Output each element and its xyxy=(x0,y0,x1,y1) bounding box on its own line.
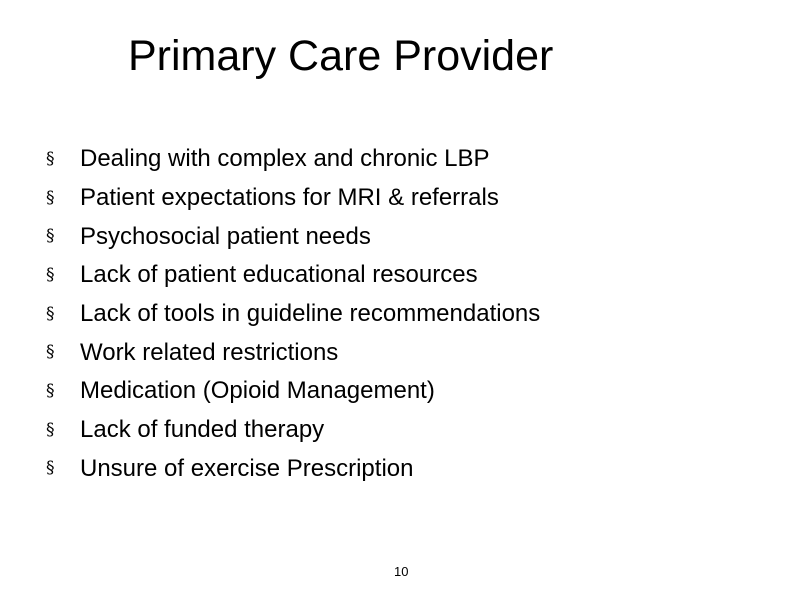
bullet-list xyxy=(46,140,540,488)
bullet-item xyxy=(46,179,540,218)
bullet-item xyxy=(46,295,540,334)
bullet-item xyxy=(46,450,540,489)
bullet-marker-icon: § xyxy=(46,342,55,363)
bullet-text: Lack of funded therapy xyxy=(80,416,325,444)
bullet-item xyxy=(46,372,540,411)
bullet-item xyxy=(46,411,540,450)
bullet-marker-icon: § xyxy=(46,187,55,208)
bullet-item xyxy=(46,256,540,295)
page-number: 10 xyxy=(394,564,409,579)
bullet-marker-icon: § xyxy=(46,264,55,285)
bullet-marker-icon: § xyxy=(46,303,55,324)
bullet-text: Dealing with complex and chronic LBP xyxy=(80,145,490,173)
bullet-item xyxy=(46,140,540,179)
bullet-text: Psychosocial patient needs xyxy=(80,222,371,250)
bullet-text: Work related restrictions xyxy=(80,338,339,366)
slide-title: Primary Care Provider xyxy=(128,32,554,80)
bullet-text: Unsure of exercise Prescription xyxy=(80,454,414,482)
bullet-marker-icon: § xyxy=(46,226,55,247)
bullet-marker-icon: § xyxy=(46,148,55,169)
bullet-text: Patient expectations for MRI & referrals xyxy=(80,184,499,212)
bullet-marker-icon: § xyxy=(46,380,55,401)
bullet-text: Lack of patient educational resources xyxy=(80,261,478,289)
bullet-marker-icon: § xyxy=(46,458,55,479)
bullet-item xyxy=(46,217,540,256)
bullet-text: Lack of tools in guideline recommendations xyxy=(80,300,541,328)
bullet-marker-icon: § xyxy=(46,419,55,440)
bullet-item xyxy=(46,333,540,372)
bullet-text: Medication (Opioid Management) xyxy=(80,377,435,405)
